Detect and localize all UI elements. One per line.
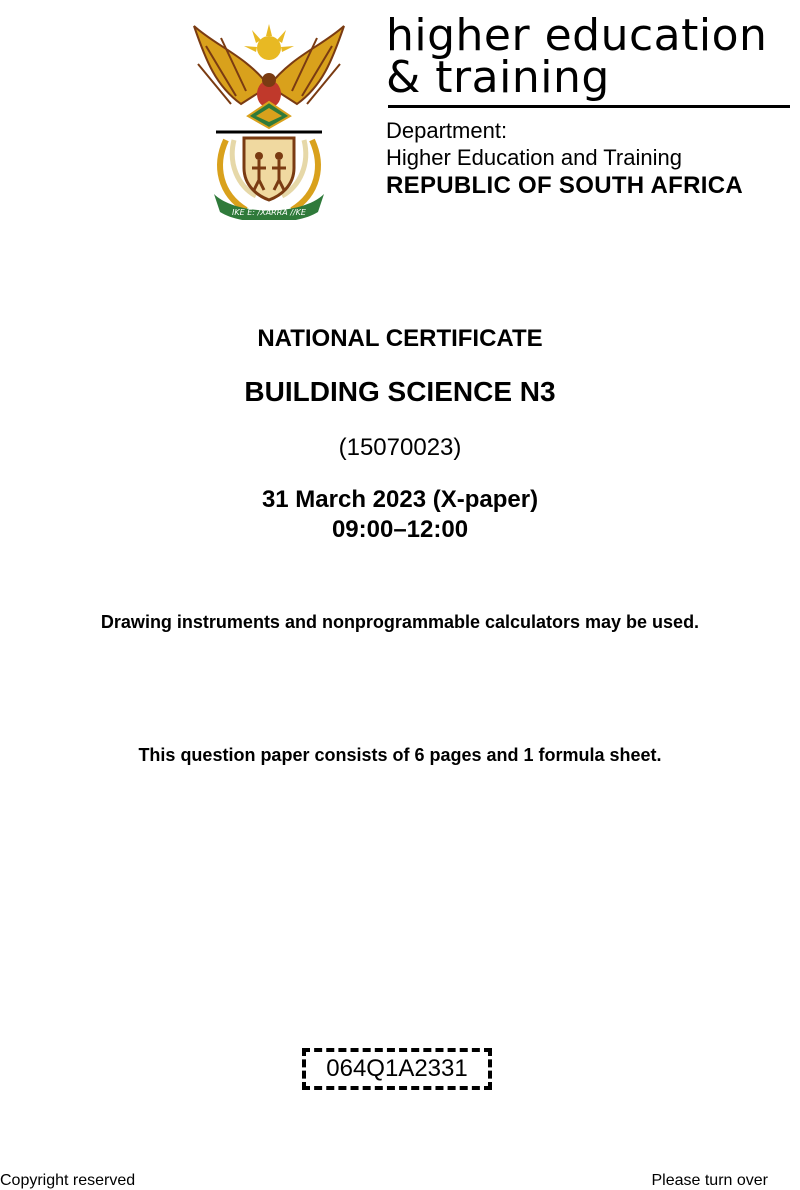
subject-title: BUILDING SCIENCE N3	[244, 376, 556, 407]
instructions-text: Drawing instruments and nonprogrammable calculators may be used.	[100, 612, 700, 632]
page-count-text: This question paper consists of 6 pages and 1 formula sheet.	[138, 745, 662, 765]
certificate-title: NATIONAL CERTIFICATE	[257, 325, 543, 352]
department-title-line1: higher education	[386, 10, 768, 61]
coat-of-arms-logo	[186, 16, 352, 220]
header-divider	[388, 105, 790, 108]
department-title-line2: & training	[386, 52, 610, 103]
exam-time: 09:00–12:00	[331, 516, 469, 543]
footer-copyright: Copyright reserved	[0, 1172, 136, 1189]
svg-text:IKE E: /XARRA //KE: IKE E: /XARRA //KE	[232, 208, 306, 217]
footer-turn-over: Please turn over	[651, 1172, 768, 1189]
department-name: Higher Education and Training	[386, 145, 682, 170]
department-label: Department:	[386, 118, 508, 143]
country-name: REPUBLIC OF SOUTH AFRICA	[386, 172, 743, 199]
exam-date: 31 March 2023 (X-paper)	[261, 486, 539, 513]
subject-code: (15070023)	[338, 434, 462, 461]
paper-code-box: 064Q1A2331	[302, 1048, 492, 1090]
